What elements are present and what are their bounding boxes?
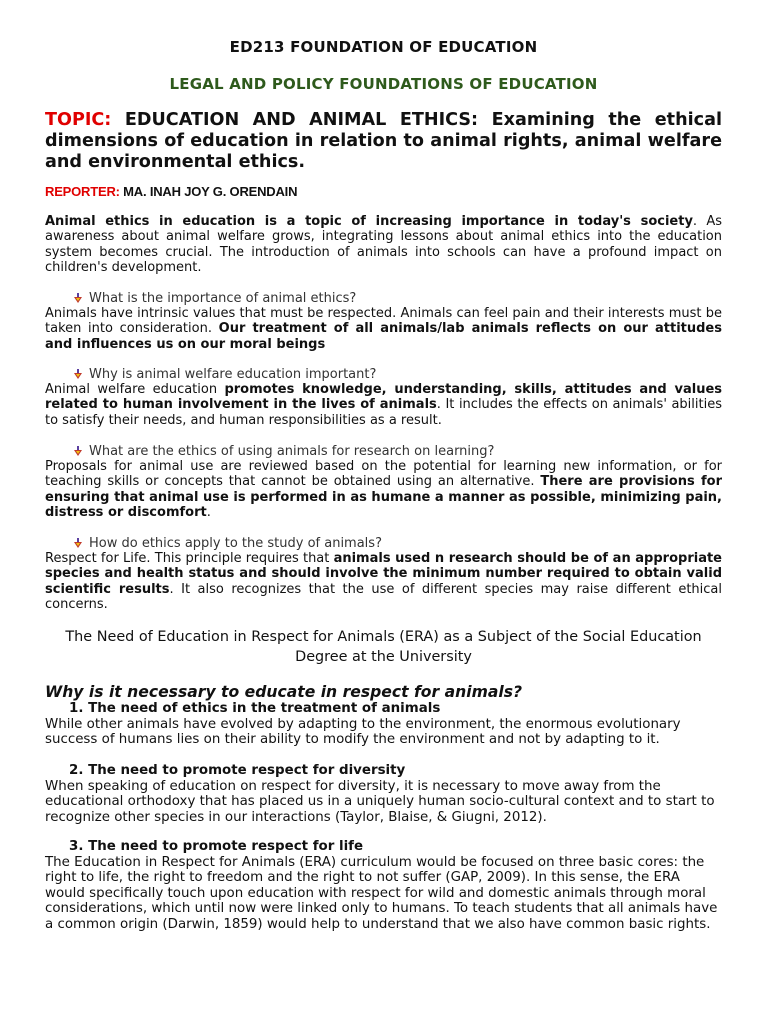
need-title: 2. The need to promote respect for diversity <box>69 763 406 778</box>
question-item <box>73 444 494 459</box>
need-text: While other animals have evolved by adapting to the environment, the enormous evolutionary success of humans lies on their ability to modify the environment and not by adapting to it. <box>45 717 681 748</box>
answer-paragraph <box>45 459 722 521</box>
arrow-bullet-icon <box>73 446 83 456</box>
reporter-label: REPORTER: <box>45 184 120 199</box>
need-title: 3. The need to promote respect for life <box>69 839 364 854</box>
answer-text: . It also recognizes that the use of different species may raise different ethical concerns. <box>45 581 722 613</box>
answer-text: Animals have intrinsic values that must be respected. Animals can feel pain and their interests must be taken into consideration. <box>45 306 722 337</box>
arrow-bullet-icon <box>73 369 83 379</box>
topic-heading <box>45 110 722 173</box>
question-text: How do ethics apply to the study of animals? <box>89 536 382 551</box>
answer-paragraph <box>45 306 722 352</box>
intro-rest: . As awareness about animal welfare grows, integrating lessons about animal ethics into the education system becomes crucial. The introduction of animals into schools can have a profound impact on children's development. <box>45 214 722 276</box>
answer-text: Respect for Life. This principle requires that <box>45 551 334 566</box>
topic-label: TOPIC: <box>45 110 112 130</box>
question-item <box>73 536 382 551</box>
topic-text: EDUCATION AND ANIMAL ETHICS: Examining the ethical dimensions of education in relation to animal rights, animal welfare and environmental ethics. <box>45 110 722 172</box>
era-heading: The Need of Education in Respect for Animals (ERA) as a Subject of the Social Education Degree at the University <box>65 629 702 665</box>
question-item <box>73 291 356 306</box>
answer-paragraph <box>45 551 722 613</box>
need-title: 1. The need of ethics in the treatment of animals <box>69 701 441 716</box>
answer-bold: There are provisions for ensuring that animal use is performed in as humane a manner as possible, minimizing pain, distress or discomfort <box>45 474 722 521</box>
answer-bold: animals used n research should be of an appropriate species and health status and should involve the minimum number required to obtain valid scientific results <box>45 551 722 597</box>
need-text: When speaking of education on respect for diversity, it is necessary to move away from the educational orthodoxy that has placed us in a uniquely human socio-cultural context and to start to recognize other species in our interactions (Taylor, Blaise, & Giugni, 2012). <box>45 779 715 825</box>
question-text: What are the ethics of using animals for research on learning? <box>89 444 495 459</box>
question-item <box>73 367 376 382</box>
answer-paragraph <box>45 382 722 428</box>
question-text: What is the importance of animal ethics? <box>89 291 357 306</box>
answer-text: Proposals for animal use are reviewed based on the potential for learning new information, or for teaching skills or concepts that cannot be obtained using an alternative. <box>45 459 722 490</box>
question-text: Why is animal welfare education important? <box>89 367 377 382</box>
answer-text: . <box>206 505 211 521</box>
need-text: The Education in Respect for Animals (ERA) curriculum would be focused on three basic cores: the right to life, the right to freedom and the right to not suffer (GAP, 2009). In this sense, the ERA would specifically touch upon education with respect for wild and domestic animals through moral considerations, which until now were linked only to humans. To teach students that all animals have a common origin (Darwin, 1859) would help to understand that we also have common basic rights. <box>45 855 718 932</box>
answer-bold: Our treatment of all animals/lab animals reflects on our attitudes and influences us on our moral beings <box>45 321 722 352</box>
intro-paragraph <box>45 214 722 276</box>
course-title: ED213 FOUNDATION OF EDUCATION <box>229 38 538 56</box>
answer-text: . It includes the effects on animals' abilities to satisfy their needs, and human responsibilities as a result. <box>45 397 722 428</box>
arrow-bullet-icon <box>73 538 83 548</box>
reporter-name: MA. INAH JOY G. ORENDAIN <box>119 184 298 199</box>
reporter-line <box>45 184 297 199</box>
why-heading: Why is it necessary to educate in respect for animals? <box>45 683 523 701</box>
arrow-bullet-icon <box>73 293 83 303</box>
answer-text: Animal welfare education <box>45 382 225 397</box>
section-title: LEGAL AND POLICY FOUNDATIONS OF EDUCATION <box>169 75 598 93</box>
intro-bold: Animal ethics in education is a topic of increasing importance in today's society <box>45 214 693 229</box>
answer-bold: promotes knowledge, understanding, skills, attitudes and values related to human involvement in the lives of animals <box>45 382 723 413</box>
